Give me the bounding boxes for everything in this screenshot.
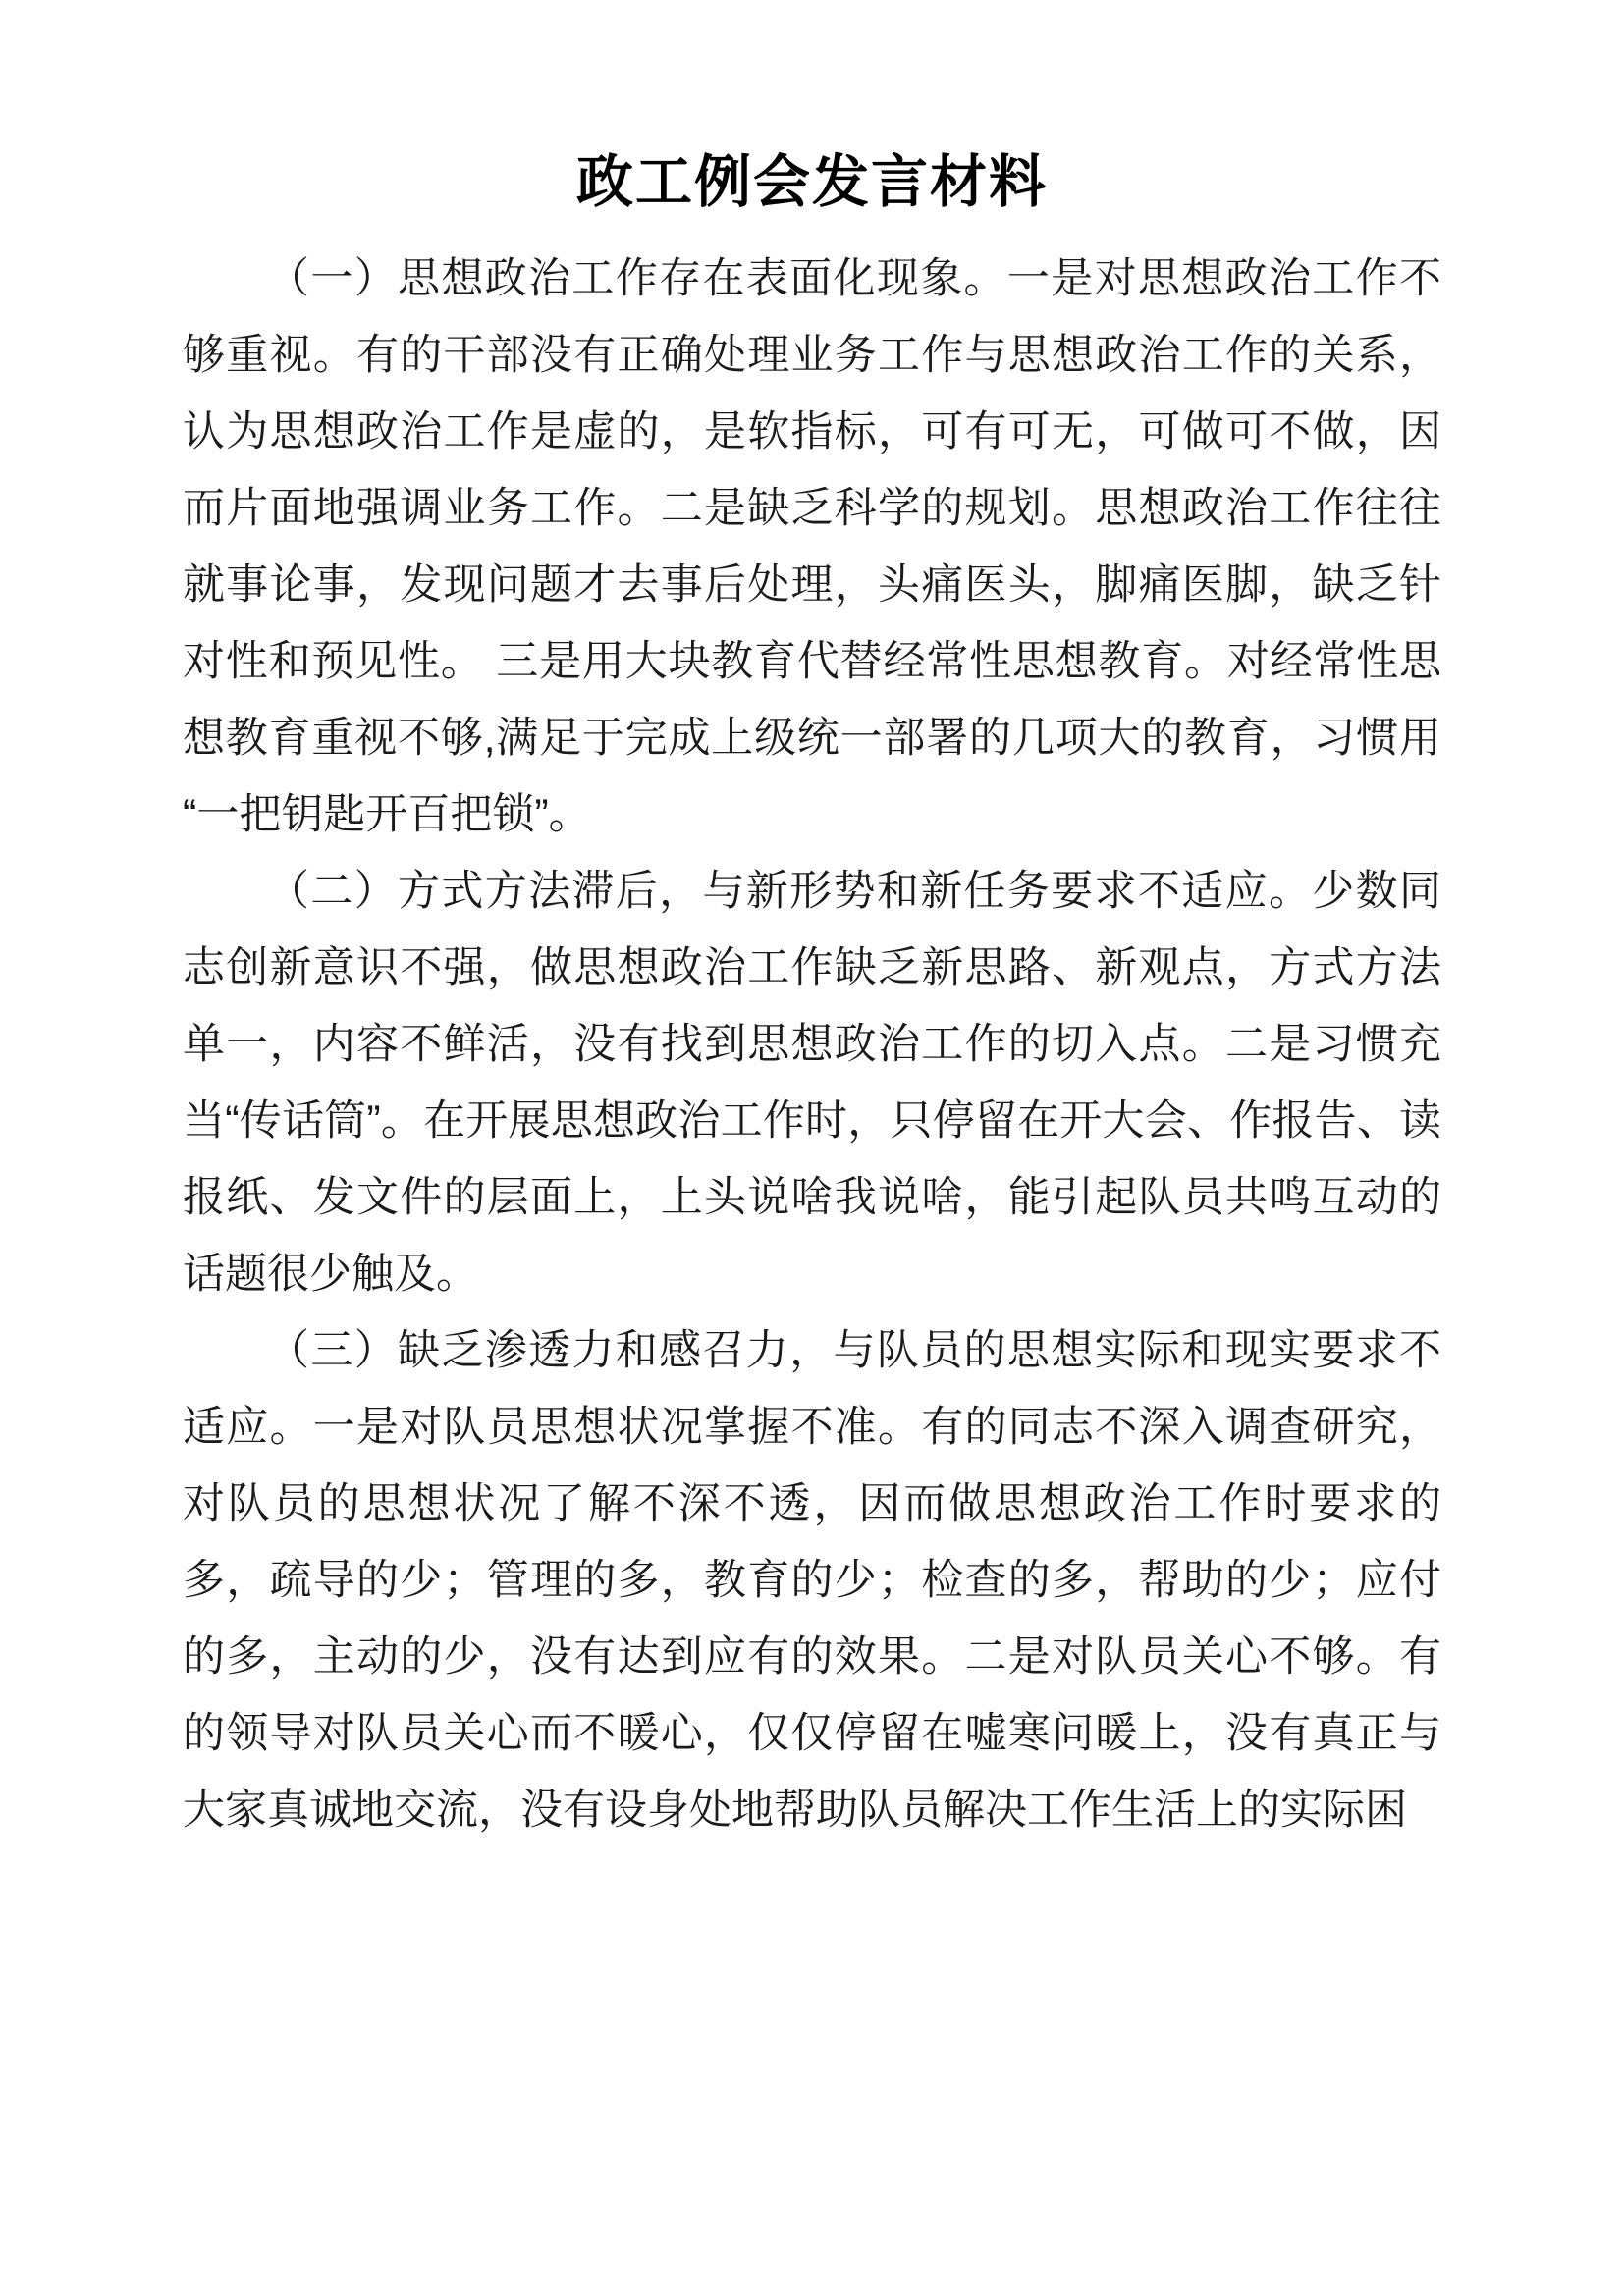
document-title: 政工例会发言材料 [575,150,1048,214]
paragraph-2: （二）方式方法滞后，与新形势和新任务要求不适应。少数同志创新意识不强，做思想政治工作缺乏新思路、新观点，方式方法单一，内容不鲜活，没有找到思想政治工作的切入点。二是习惯充当“传话筒”。在开展思想政治工作时，只停留在开大会、作报告、读报纸、发文件的层面上，上头说啥我说啥，能引起队员共鸣互动的话题很少触及。 [183,867,1441,1298]
document-body [183,240,1441,1848]
paragraph-3: （三）缺乏渗透力和感召力，与队员的思想实际和现实要求不适应。一是对队员思想状况掌握不准。有的同志不深入调查研究，对队员的思想状况了解不深不透，因而做思想政治工作时要求的多，疏导的少；管理的多，教育的少；检查的多，帮助的少；应付的多，主动的少，没有达到应有的效果。二是对队员关心不够。有的领导对队员关心而不暖心，仅仅停留在嘘寒问暖上，没有真正与大家真诚地交流，没有设身处地帮助队员解决工作生活上的实际困 [183,1326,1441,1834]
paragraph-1: （一）思想政治工作存在表面化现象。一是对思想政治工作不够重视。有的干部没有正确处理业务工作与思想政治工作的关系，认为思想政治工作是虚的，是软指标，可有可无，可做可不做，因而片面地强调业务工作。二是缺乏科学的规划。思想政治工作往往就事论事，发现问题才去事后处理，头痛医头，脚痛医脚，缺乏针对性和预见性。 三是用大块教育代替经常性思想教育。对经常性思想教育重视不够,满足于完成上级统一部署的几项大的教育，习惯用“一把钥匙开百把锁”。 [183,254,1441,838]
